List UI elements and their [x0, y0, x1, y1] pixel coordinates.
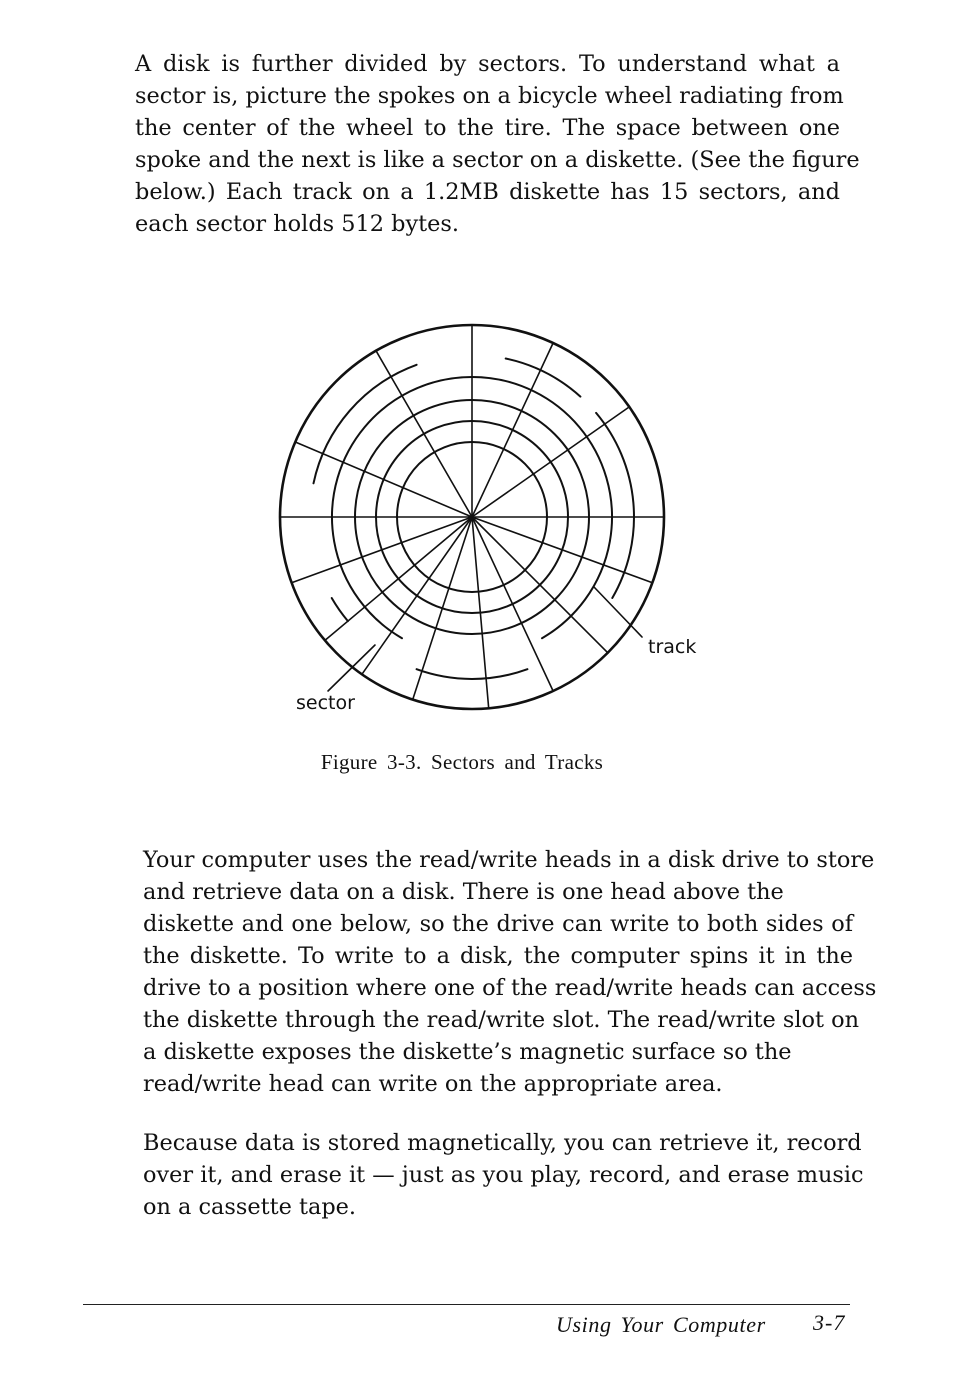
page-number: 3-7	[813, 1310, 846, 1335]
sector-spoke	[413, 517, 472, 700]
text-line: and retrieve data on a disk. There is one head above the	[143, 879, 784, 905]
text-line: the center of the wheel to the tire. The space between one	[135, 115, 840, 141]
track-leader-line	[594, 587, 642, 637]
sectors-and-tracks-figure	[270, 315, 710, 725]
text-line: on a cassette tape.	[143, 1194, 357, 1220]
text-line: the diskette through the read/write slot. The read/write slot on	[143, 1007, 860, 1033]
track-arc	[417, 669, 528, 679]
sector-spoke	[472, 343, 553, 517]
disk-diagram	[270, 315, 710, 725]
text-line: sector is, picture the spokes on a bicycle wheel radiating from	[135, 83, 844, 109]
text-line: below.) Each track on a 1.2MB diskette has 15 sectors, and	[135, 179, 840, 205]
figure-caption: Figure 3-3. Sectors and Tracks	[320, 750, 604, 774]
track-arc	[332, 598, 348, 621]
text-line: drive to a position where one of the read/write heads can access	[143, 975, 877, 1001]
track-label: track	[648, 636, 697, 658]
text-line: A disk is further divided by sectors. To understand what a	[135, 51, 840, 77]
paragraph-sectors	[135, 48, 860, 240]
sector-spoke	[292, 517, 472, 583]
paragraph-magnetic-storage	[143, 1127, 864, 1223]
text-line: Your computer uses the read/write heads in a disk drive to store	[143, 847, 875, 873]
sector-label: sector	[296, 692, 355, 714]
running-footer-title: Using Your Computer	[556, 1312, 766, 1337]
text-line: diskette and one below, so the drive can write to both sides of	[143, 911, 853, 937]
text-line: a diskette exposes the diskette’s magnetic surface so the	[143, 1039, 792, 1065]
text-line: Because data is stored magnetically, you can retrieve it, record	[143, 1130, 862, 1156]
text-line: the diskette. To write to a disk, the computer spins it in the	[143, 943, 853, 969]
text-line: spoke and the next is like a sector on a diskette. (See the figure	[135, 147, 860, 173]
sector-spoke	[295, 442, 472, 517]
text-line: over it, and erase it — just as you play, record, and erase music	[143, 1162, 864, 1188]
paragraph-read-write-heads	[143, 844, 877, 1100]
text-line: read/write head can write on the appropriate area.	[143, 1071, 723, 1097]
footer-rule	[83, 1304, 850, 1305]
sector-spoke	[472, 517, 652, 583]
text-line: each sector holds 512 bytes.	[135, 211, 459, 237]
